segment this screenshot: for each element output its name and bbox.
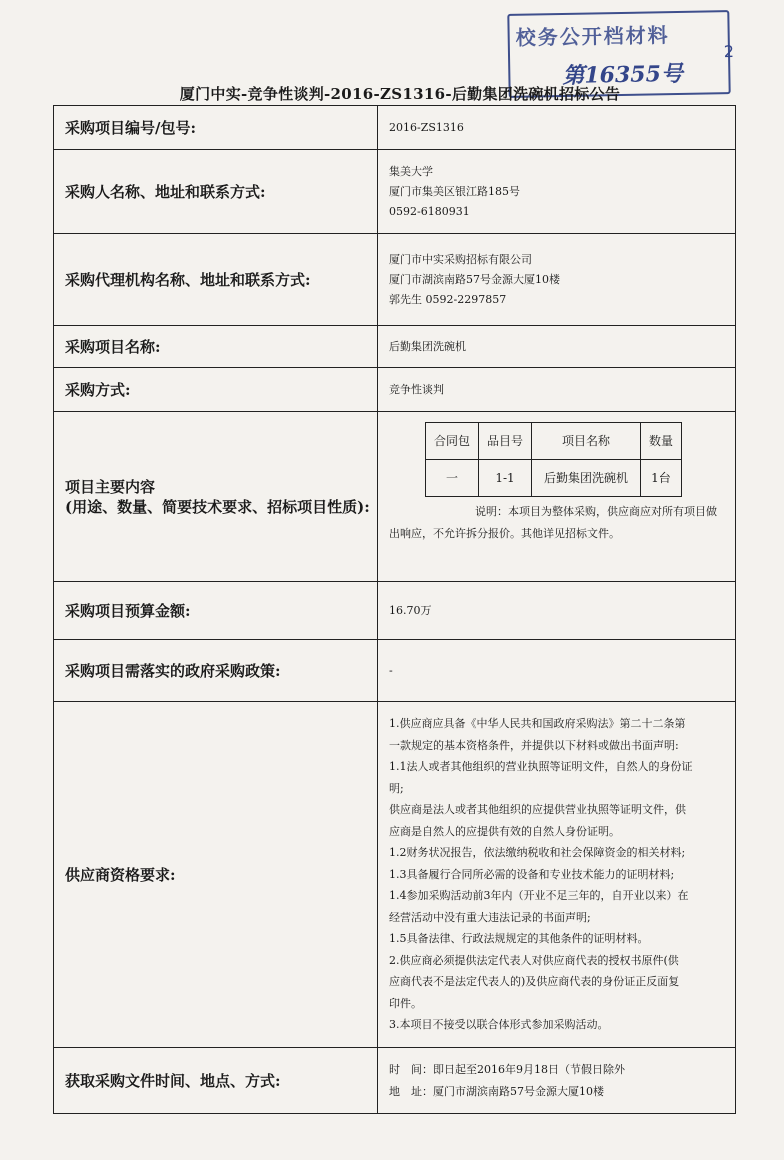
item-table-row: [426, 460, 682, 497]
policy-label: 采购项目需落实的政府采购政策:: [54, 640, 378, 702]
row-qualification: [54, 702, 736, 1048]
stamp-handwritten-mark: 2: [723, 41, 735, 62]
qualification-line: 1.1法人或者其他组织的营业执照等证明文件，自然人的身份证: [389, 760, 693, 774]
budget-value: 16.70万: [378, 582, 736, 640]
document-title: 厦门中实-竞争性谈判-2016-ZS1316-后勤集团洗碗机招标公告: [179, 85, 621, 103]
agency-name: 厦门市中实采购招标有限公司: [389, 252, 532, 266]
content-label-detail: (用途、数量、简要技术要求、招标项目性质):: [65, 497, 370, 516]
purchaser-info: [378, 150, 736, 234]
agency-info: [378, 234, 736, 326]
qualification-line: 一款规定的基本资格条件，并提供以下材料或做出书面声明:: [389, 738, 679, 752]
row-budget: [54, 582, 736, 640]
stamp-title: 校务公开档材料: [515, 23, 670, 50]
announcement-table: [53, 105, 736, 1114]
qualification-line: 3.本项目不接受以联合体形式参加采购活动。: [389, 1018, 609, 1032]
qualification-line: 印件。: [389, 996, 422, 1010]
content-label-title: 项目主要内容: [65, 477, 156, 496]
content-value: [378, 412, 736, 582]
qualification-line: 1.5具备法律、行政法规规定的其他条件的证明材料。: [389, 932, 649, 946]
project-name-value: 后勤集团洗碗机: [378, 326, 736, 368]
stamp-number: 第16355号: [562, 60, 684, 89]
purchaser-label: 采购人名称、地址和联系方式:: [54, 150, 378, 234]
row-acquisition: [54, 1048, 736, 1114]
acquisition-label: 获取采购文件时间、地点、方式:: [54, 1048, 378, 1114]
qualification-label: 供应商资格要求:: [54, 702, 378, 1048]
header-item-name: 项目名称: [532, 423, 641, 460]
content-label: [54, 412, 378, 582]
acquisition-place: 地 址：厦门市湖滨南路57号金源大厦10楼: [389, 1084, 604, 1098]
project-number-value: 2016-ZS1316: [378, 106, 736, 150]
purchaser-name: 集美大学: [389, 164, 433, 178]
item-table: [425, 422, 682, 497]
content-note: 说明：本项目为整体采购，供应商应对所有项目做出响应，不允许拆分报价。其他详见招标文件。: [389, 505, 717, 540]
purchaser-phone: 0592-6180931: [389, 204, 470, 218]
qualification-line: 应商是自然人的应提供有效的自然人身份证明。: [389, 824, 620, 838]
qualification-line: 1.4参加采购活动前3年内（开业不足三年的，自开业以来）在: [389, 889, 689, 903]
header-item-no: 品目号: [479, 423, 532, 460]
qualification-line: 1.3具备履行合同所必需的设备和专业技术能力的证明材料;: [389, 867, 675, 881]
agency-address: 厦门市湖滨南路57号金源大厦10楼: [389, 272, 560, 286]
cell-item-no: 1-1: [479, 460, 532, 497]
cell-quantity: 1台: [641, 460, 682, 497]
purchaser-address: 厦门市集美区银江路185号: [389, 184, 520, 198]
qualification-line: 2.供应商必须提供法定代表人对供应商代表的授权书原件(供: [389, 953, 679, 967]
qualification-line: 应商代表不是法定代表人的)及供应商代表的身份证正反面复: [389, 975, 680, 989]
policy-value: -: [378, 640, 736, 702]
project-name-label: 采购项目名称:: [54, 326, 378, 368]
agency-contact: 郭先生 0592-2297857: [389, 292, 507, 306]
method-label: 采购方式:: [54, 368, 378, 412]
qualification-line: 明;: [389, 781, 404, 795]
row-method: [54, 368, 736, 412]
row-agency: [54, 234, 736, 326]
budget-label: 采购项目预算金额:: [54, 582, 378, 640]
row-purchaser: [54, 150, 736, 234]
header-quantity: 数量: [641, 423, 682, 460]
row-content: [54, 412, 736, 582]
qualification-line: 1.供应商应具备《中华人民共和国政府采购法》第二十二条第: [389, 717, 686, 731]
cell-item-name: 后勤集团洗碗机: [532, 460, 641, 497]
item-table-header: [426, 423, 682, 460]
row-project-name: [54, 326, 736, 368]
method-value: 竞争性谈判: [378, 368, 736, 412]
qualification-line: 经营活动中没有重大违法记录的书面声明;: [389, 910, 591, 924]
acquisition-time: 时 间：即日起至2016年9月18日（节假日除外: [389, 1062, 625, 1076]
cell-package: 一: [426, 460, 479, 497]
agency-label: 采购代理机构名称、地址和联系方式:: [54, 234, 378, 326]
qualification-line: 1.2财务状况报告，依法缴纳税收和社会保障资金的相关材料;: [389, 846, 686, 860]
project-number-label: 采购项目编号/包号:: [54, 106, 378, 150]
row-project-number: [54, 106, 736, 150]
row-policy: [54, 640, 736, 702]
qualification-line: 供应商是法人或者其他组织的应提供营业执照等证明文件，供: [389, 803, 686, 817]
qualification-list: [378, 702, 736, 1048]
header-package: 合同包: [426, 423, 479, 460]
acquisition-info: [378, 1048, 736, 1114]
